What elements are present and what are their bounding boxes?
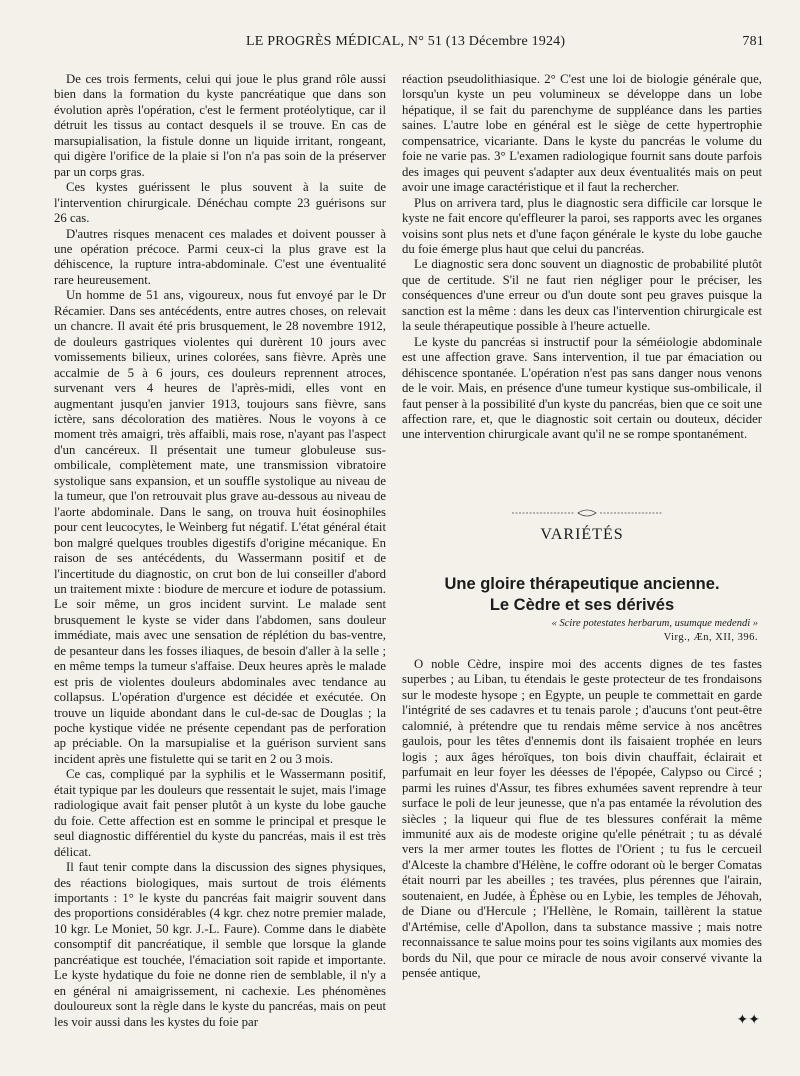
paragraph: réaction pseudolithiasique. 2° C'est une loi de biologie générale que, lorsqu'un kyste un peu volumineux se développe dans un lobe hépatique, il se fait du parenchyme de suppléance dans les parties saines. L'autre lobe en général est le siège de cette hypertrophie compensatrice, vicariante. Dans le kyste du pancréas le volume du foie ne varie pas. 3° L'examen radiologique fournit sans doute parfois des images qui peuvent s'adapter aux deux éventualités mais on peut avoir une image caractéristique et il faut la rechercher.	[402, 72, 762, 195]
epigraph	[402, 617, 758, 645]
paragraph: Le diagnostic sera donc souvent un diagnostic de probabilité plutôt que de certitude. S'il ne faut rien négliger pour le préciser, les conséquences d'une erreur ou d'un doute sont peu graves puisque la sanction est la même : dans les deux cas l'intervention chirurgicale est la seule thérapeutique possible à l'heure actuelle.	[402, 257, 762, 334]
article-title-line: Une gloire thérapeutique ancienne.	[444, 575, 720, 593]
paragraph: O noble Cèdre, inspire moi des accents dignes de tes fastes superbes ; au Liban, tu étendais le geste protecteur de tes frondaisons sur le modeste hysope ; en Egypte, un peuple te commettait en garde l'intégrité de ses cadavres et tu tenais parole ; d'aucuns t'ont peut-être calomnié, à prétendre que tu rendais même service à nos ancêtres gaulois, pour les têtes d'ennemis dont ils faisaient trophée en leurs logis ; aux âges héroïques, ton bois divin chauffait, éclairait et parfumait en leur foyer les déesses de l'épopée, Calypso ou Circé ; parmi les ruines d'Assur, tes fibres exhumées savent reprendre à teur surface le poli de leur jeunesse, que n'a pas entamée la révolution des siècles ; la liqueur qui flue de tes blessures conférait la même immunité aux ais de modeste origine qu'elle pénétrait ; tu as dévalé vers la mer armer toutes les flottes de l'Orient ; tu fus le cercueil d'Alceste la chambre d'Hélène, le coffre odorant où le berger Comatas était nourri par les abeilles ; tes travées, plus pérennes que l'airain, soutenaient, en Judée, à Éphèse ou en Lybie, les temples de Jéhovah, de Diane ou d'Hercule ; l'Hellène, le Romain, taillèrent la statue d'Artémise, celle d'Apollon, dans ta substance massive ; mais notre reconnaissance te salue moins pour tes soins vigilants aux momies des bords du Nil, que pour ce miracle de nous avoir conservé vivante la pensée antique,	[402, 657, 762, 981]
right-column-bottom	[402, 657, 762, 982]
paragraph: Un homme de 51 ans, vigoureux, nous fut envoyé par le Dr Récamier. Dans ses antécédents, entre autres choses, on relevait un chancre. Il avait été pris brusquement, le 28 novembre 1912, de douleurs gastriques violentes qui durèrent 10 jours avec vomissements bilieux, urines colorées, sans fièvre. Après une accalmie de 5 à 6 jours, ces douleurs reprennent atroces, survenant vers 4 heures de l'après-midi, elles vont en augmentant jusqu'en janvier 1913, toujours sans fièvre, sans ictère, sans décoloration des matières. Nous le voyons à ce moment très amaigri, très affaibli, mais rose, n'ayant pas l'aspect d'un cancéreux. Il présentait une tumeur globuleuse sus-ombilicale, complètement mate, une transmission vibratoire systolique sans expansion, et un souffle systolique au niveau de la tumeur, que l'on retrouvait plus grave au-dessous au niveau de l'aorte abdominale. Dans le sang, on trouva huit éosinophiles pour cent leucocytes, le Weinberg fut négatif. L'état général était bon malgré quelques troubles digestifs d'origine mécanique. En raison de ses antécédents, du Wassermann positif et de l'incertitude du diagnostic, on crut bon de lui conseiller d'abord un traitement mixte : biodure de mercure et iodure de potassium. Le soir même, un gros incident survint. Le malade sent brusquement le kyste se vider dans l'abdomen, sans douleur immédiate, mais avec une sensation de réplétion du bas-ventre, de pesanteur dans les fosses iliaques, de besoin d'aller à la selle ; en même temps la tumeur s'affaise. Deux heures après le malade est pris de violentes douleurs abdominales avec tendance au collapsus. L'opération d'urgence est décidée et exécutée. On trouve un liquide abondant dans le cul-de-sac de Douglas ; la poche kystique vidée ne présente cependant pas de perforation ap préciable. On la marsupialise et la guérison survient sans incident après une fistulette qui se tarit en 2 ou 3 mois.	[54, 288, 386, 766]
paragraph: Ces kystes guérissent le plus souvent à la suite de l'intervention chirurgicale. Dénéchau compte 23 guérisons sur 26 cas.	[54, 180, 386, 226]
article-subtitle-line: Le Cèdre et ses dérivés	[489, 596, 675, 614]
paragraph: Le kyste du pancréas si instructif pour la séméiologie abdominale est une affection grave. Sans intervention, il tue par émaciation ou déhiscence spontanée. L'opération n'est pas sans danger nous venons de le voir. Mais, en présence d'une tumeur kystique sus-ombilicale, il faut penser à la possibilité d'un kyste du pancréas, bien que ce soit une affection rare, et, que le diagnostic soit certain ou douteux, décider une intervention chirurgicale avant qu'il ne se rompe spontanément.	[402, 334, 762, 442]
left-column	[54, 72, 386, 1030]
paragraph: Plus on arrivera tard, plus le diagnostic sera difficile car lorsque le kyste ne fait encore qu'effleurer la paroi, ses rapports avec les organes voisins sont plus nets et d'une façon générale le kyste du lobe gauche du foie émerge plus haut que celui du pancréas.	[402, 195, 762, 256]
article-title	[402, 574, 762, 616]
paragraph: Ce cas, compliqué par la syphilis et le Wassermann positif, était typique par les douleurs que ressentait le sujet, mais l'image radiologique avait fait penser plutôt à un kyste du lobe gauche du foie. Cette affection est en somme le principal et presque le seul diagnostic différentiel du kyste du pancréas, mais il est très délicat.	[54, 767, 386, 859]
section-heading: VARIÉTÉS	[540, 526, 624, 543]
paragraph: D'autres risques menacent ces malades et doivent pousser à une opération précoce. Parmi ceux-ci la plus grave est la déhiscence, la rupture intra-abdominale. C'est une éventualité rare heureusement.	[54, 226, 386, 287]
epigraph-quote: « Scire potestates herbarum, usumque medendi »	[551, 618, 758, 629]
end-ornament: ✦✦	[736, 1013, 760, 1028]
journal-title: LE PROGRÈS MÉDICAL, N° 51 (13 Décembre 1924)	[246, 34, 566, 49]
epigraph-source: Virg., Æn, XII, 396.	[663, 632, 758, 643]
section-divider	[512, 508, 662, 518]
right-column-top	[402, 72, 762, 443]
paragraph: Il faut tenir compte dans la discussion des signes physiques, des réactions biologiques, mais surtout de trois éléments importants : 1° le kyste du pancréas fait maigrir souvent dans des proportions considérables (4 kgr. chez notre premier malade, 10 kgr. Le Moniet, 50 kgr. J.-L. Faure). Comme dans le diabète consomptif dit pancréatique, il semble que lorsque la glande pancréatique est touchée, l'émaciation soit rapide et importante. Le kyste hydatique du foie ne donne rien de semblable, il n'y a en général ni amaigrissement, ni cachexie. Les phénomènes douloureux sont la règle dans le kyste du pancréas, mais on peut les voir aussi dans les kystes du foie par	[54, 860, 386, 1029]
page-number: 781	[742, 34, 764, 49]
paragraph: De ces trois ferments, celui qui joue le plus grand rôle aussi bien dans la formation du kyste pancréatique que dans son évolution après l'opération, c'est le ferment protéolytique, car il détruit les tissus au contact desquels il se trouve. En cas de marsupialisation, la fistule donne un liquide irritant, rongeant, qui digère l'orifice de la plaie si l'on n'a pas soin de la préserver par un corps gras.	[54, 72, 386, 179]
running-header	[52, 34, 764, 54]
